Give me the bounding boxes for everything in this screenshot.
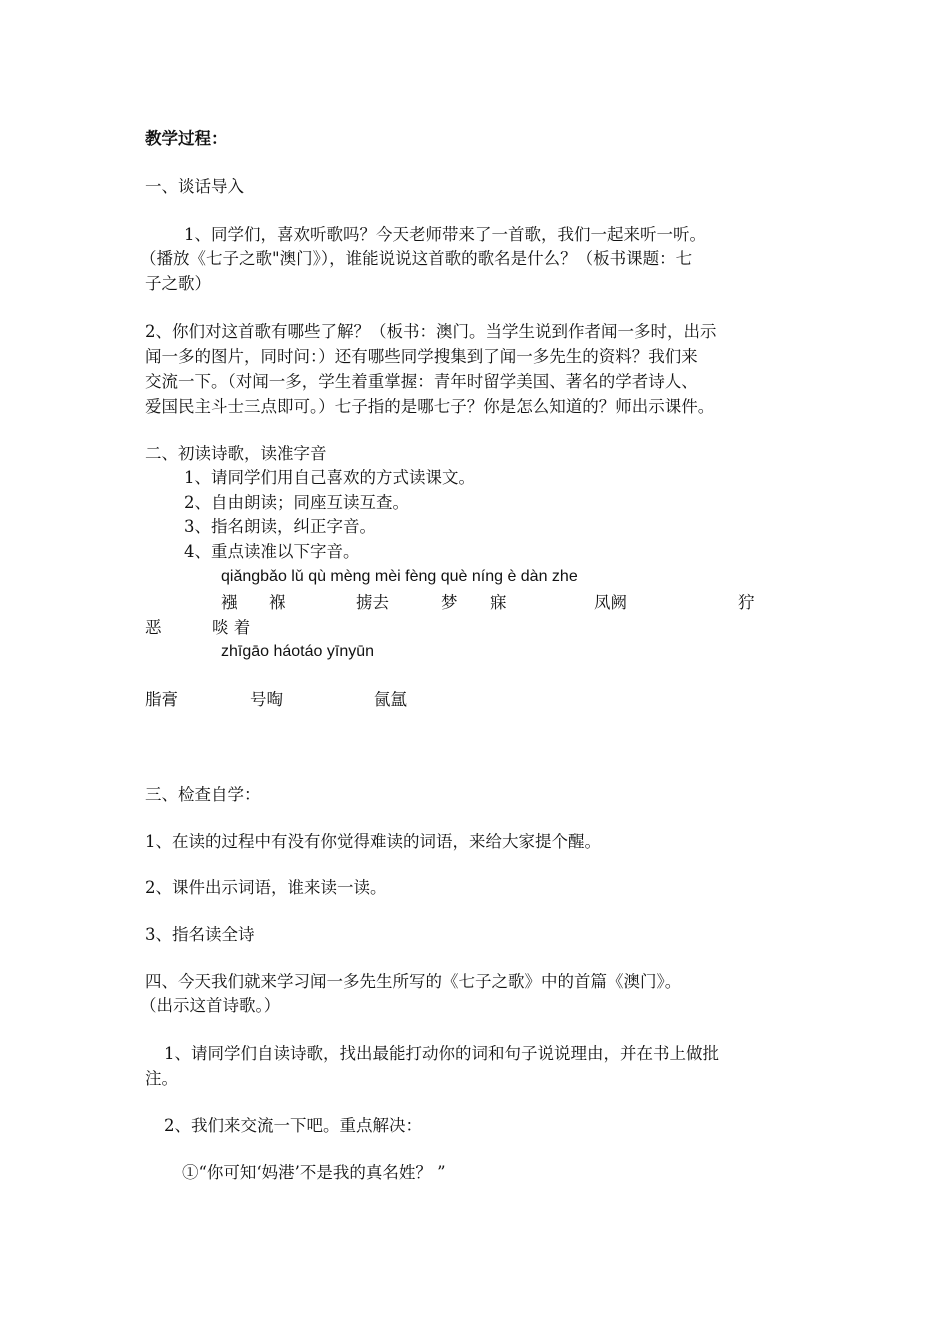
vocab-word: 脂膏 xyxy=(145,690,178,709)
section-4-item-1-line-2: 注。 xyxy=(145,1069,178,1088)
section-1-paragraph-1-line-3: 子之歌） xyxy=(145,274,211,293)
section-2-item-2: 2、自由朗读；同座互读互查。 xyxy=(184,493,409,512)
pinyin-row-2: zhīgāo háotáo yīnyūn xyxy=(221,643,375,660)
section-1-paragraph-1-line-2: （播放《七子之歌"澳门》），谁能说说这首歌的歌名是什么？（板书课题：七 xyxy=(140,249,693,268)
section-2-item-1: 1、请同学们用自己喜欢的方式读课文。 xyxy=(184,468,475,487)
vocab-word: 凤阙 xyxy=(594,593,627,612)
section-1-paragraph-2-line-2: 闻一多的图片，同时问：）还有哪些同学搜集到了闻一多先生的资料？我们来 xyxy=(145,347,698,366)
section-1-title: 一、谈话导入 xyxy=(145,177,244,196)
section-4-item-2: 2、我们来交流一下吧。重点解决： xyxy=(164,1116,422,1135)
section-2-item-3: 3、指名朗读，纠正字音。 xyxy=(184,517,376,536)
section-1-paragraph-2-line-3: 交流一下。（对闻一多，学生着重掌握：青年时留学美国、著名的学者诗人、 xyxy=(145,372,698,391)
section-1-paragraph-1-line-1: 1、同学们，喜欢听歌吗？今天老师带来了一首歌，我们一起来听一听。 xyxy=(184,225,706,244)
vocab-word: 啖 着 xyxy=(212,618,251,637)
section-4-item-1-line-1: 1、请同学们自读诗歌，找出最能打动你的词和句子说说理由，并在书上做批 xyxy=(164,1044,719,1063)
page-heading: 教学过程： xyxy=(145,129,228,148)
vocab-word: 梦 xyxy=(441,593,458,612)
section-4-line-2: （出示这首诗歌。） xyxy=(140,996,281,1015)
vocab-word: 号啕 xyxy=(250,690,283,709)
vocab-word: 襁 xyxy=(221,593,238,612)
pinyin-row-1: qiǎngbǎo lǔ qù mèng mèi fèng què níng è dàn zhe xyxy=(221,568,578,585)
section-3-item-1: 1、在读的过程中有没有你觉得难读的词语，来给大家提个醒。 xyxy=(145,832,601,851)
section-2-item-4: 4、重点读准以下字音。 xyxy=(184,542,360,561)
section-3-item-2: 2、课件出示词语，谁来读一读。 xyxy=(145,878,387,897)
vocab-word: 恶 xyxy=(145,618,162,637)
section-3-item-3: 3、指名读全诗 xyxy=(145,925,255,944)
section-4-line-1: 四、今天我们就来学习闻一多先生所写的《七子之歌》中的首篇《澳门》。 xyxy=(145,972,682,991)
section-1-paragraph-2-line-1: 2、你们对这首歌有哪些了解？（板书：澳门。当学生说到作者闻一多时，出示 xyxy=(145,322,717,341)
section-2-title: 二、初读诗歌，读准字音 xyxy=(145,444,327,463)
vocab-word: 寐 xyxy=(490,593,507,612)
vocab-word: 掳去 xyxy=(356,593,389,612)
section-1-paragraph-2-line-4: 爱国民主斗士三点即可。）七子指的是哪七子？你是怎么知道的？师出示课件。 xyxy=(145,397,715,416)
section-4-quote: ①“你可知‘妈港’不是我的真名姓？ ” xyxy=(182,1163,446,1182)
vocab-word: 氤氲 xyxy=(374,690,407,709)
vocab-word: 褓 xyxy=(269,593,286,612)
vocab-word: 狞 xyxy=(738,593,755,612)
section-3-title: 三、检查自学： xyxy=(145,785,261,804)
